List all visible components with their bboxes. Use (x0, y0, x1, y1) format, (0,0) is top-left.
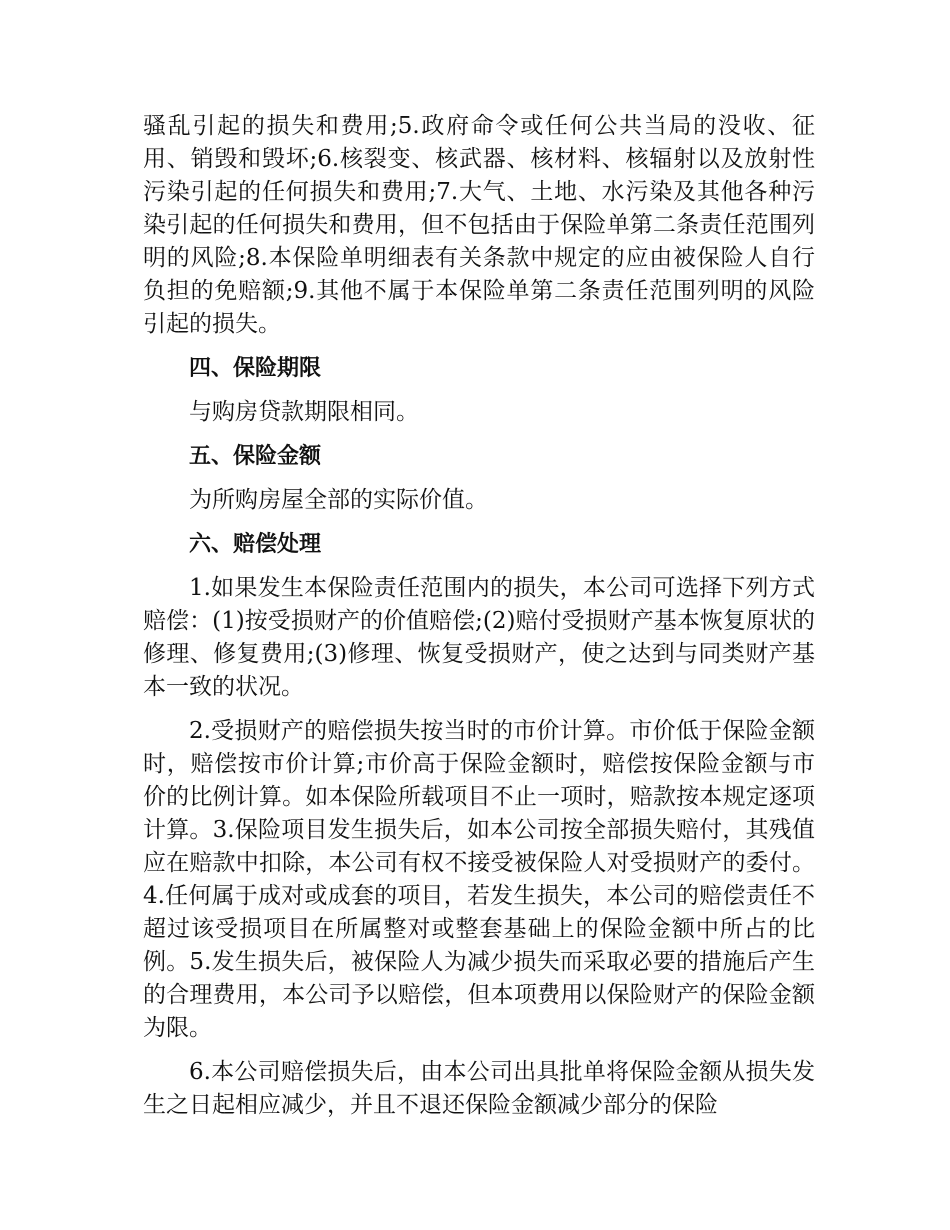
section-heading-insurance-period: 四、保险期限 (189, 356, 322, 381)
paragraph-insured-amount: 为所购房屋全部的实际价值。 (189, 487, 488, 513)
paragraph-claims-1: 1.如果发生本保险责任范围内的损失，本公司可选择下列方式赔偿：(1)按受损财产的价值赔偿;(2)赔付受损财产基本恢复原状的修理、修复费用;(3)修理、恢复受损财产，使之达到与同类财产基本一致的状况。 (143, 575, 815, 700)
document-page (143, 110, 815, 1133)
section-heading-claims-handling: 六、赔偿处理 (189, 532, 322, 557)
paragraph-insurance-period: 与购房贷款期限相同。 (189, 399, 419, 425)
paragraph-exclusions-continued: 骚乱引起的损失和费用;5.政府命令或任何公共当局的没收、征用、销毁和毁坏;6.核裂变、核武器、核材料、核辐射以及放射性污染引起的任何损失和费用;7.大气、土地、水污染及其他各种污染引起的任何损失和费用，但不包括由于保险单第二条责任范围列明的风险;8.本保险单明细表有关条款中规定的应由被保险人自行负担的免赔额;9.其他不属于本保险单第二条责任范围列明的风险引起的损失。 (143, 113, 815, 337)
paragraph-claims-2-5: 2.受损财产的赔偿损失按当时的市价计算。市价低于保险金额时，赔偿按市价计算;市价高于保险金额时，赔偿按保险金额与市价的比例计算。如本保险所载项目不止一项时，赔款按本规定逐项计算。3.保险项目发生损失后，如本公司按全部损失赔付，其残值应在赔款中扣除，本公司有权不接受被保险人对受损财产的委付。4.任何属于成对或成套的项目，若发生损失，本公司的赔偿责任不超过该受损项目在所属整对或整套基础上的保险金额中所占的比例。5.发生损失后，被保险人为减少损失而采取必要的措施后产生的合理费用，本公司予以赔偿，但本项费用以保险财产的保险金额为限。 (143, 718, 815, 1041)
section-heading-insured-amount: 五、保险金额 (189, 444, 322, 469)
paragraph-claims-6: 6.本公司赔偿损失后，由本公司出具批单将保险金额从损失发生之日起相应减少，并且不退还保险金额减少部分的保险 (143, 1059, 815, 1118)
